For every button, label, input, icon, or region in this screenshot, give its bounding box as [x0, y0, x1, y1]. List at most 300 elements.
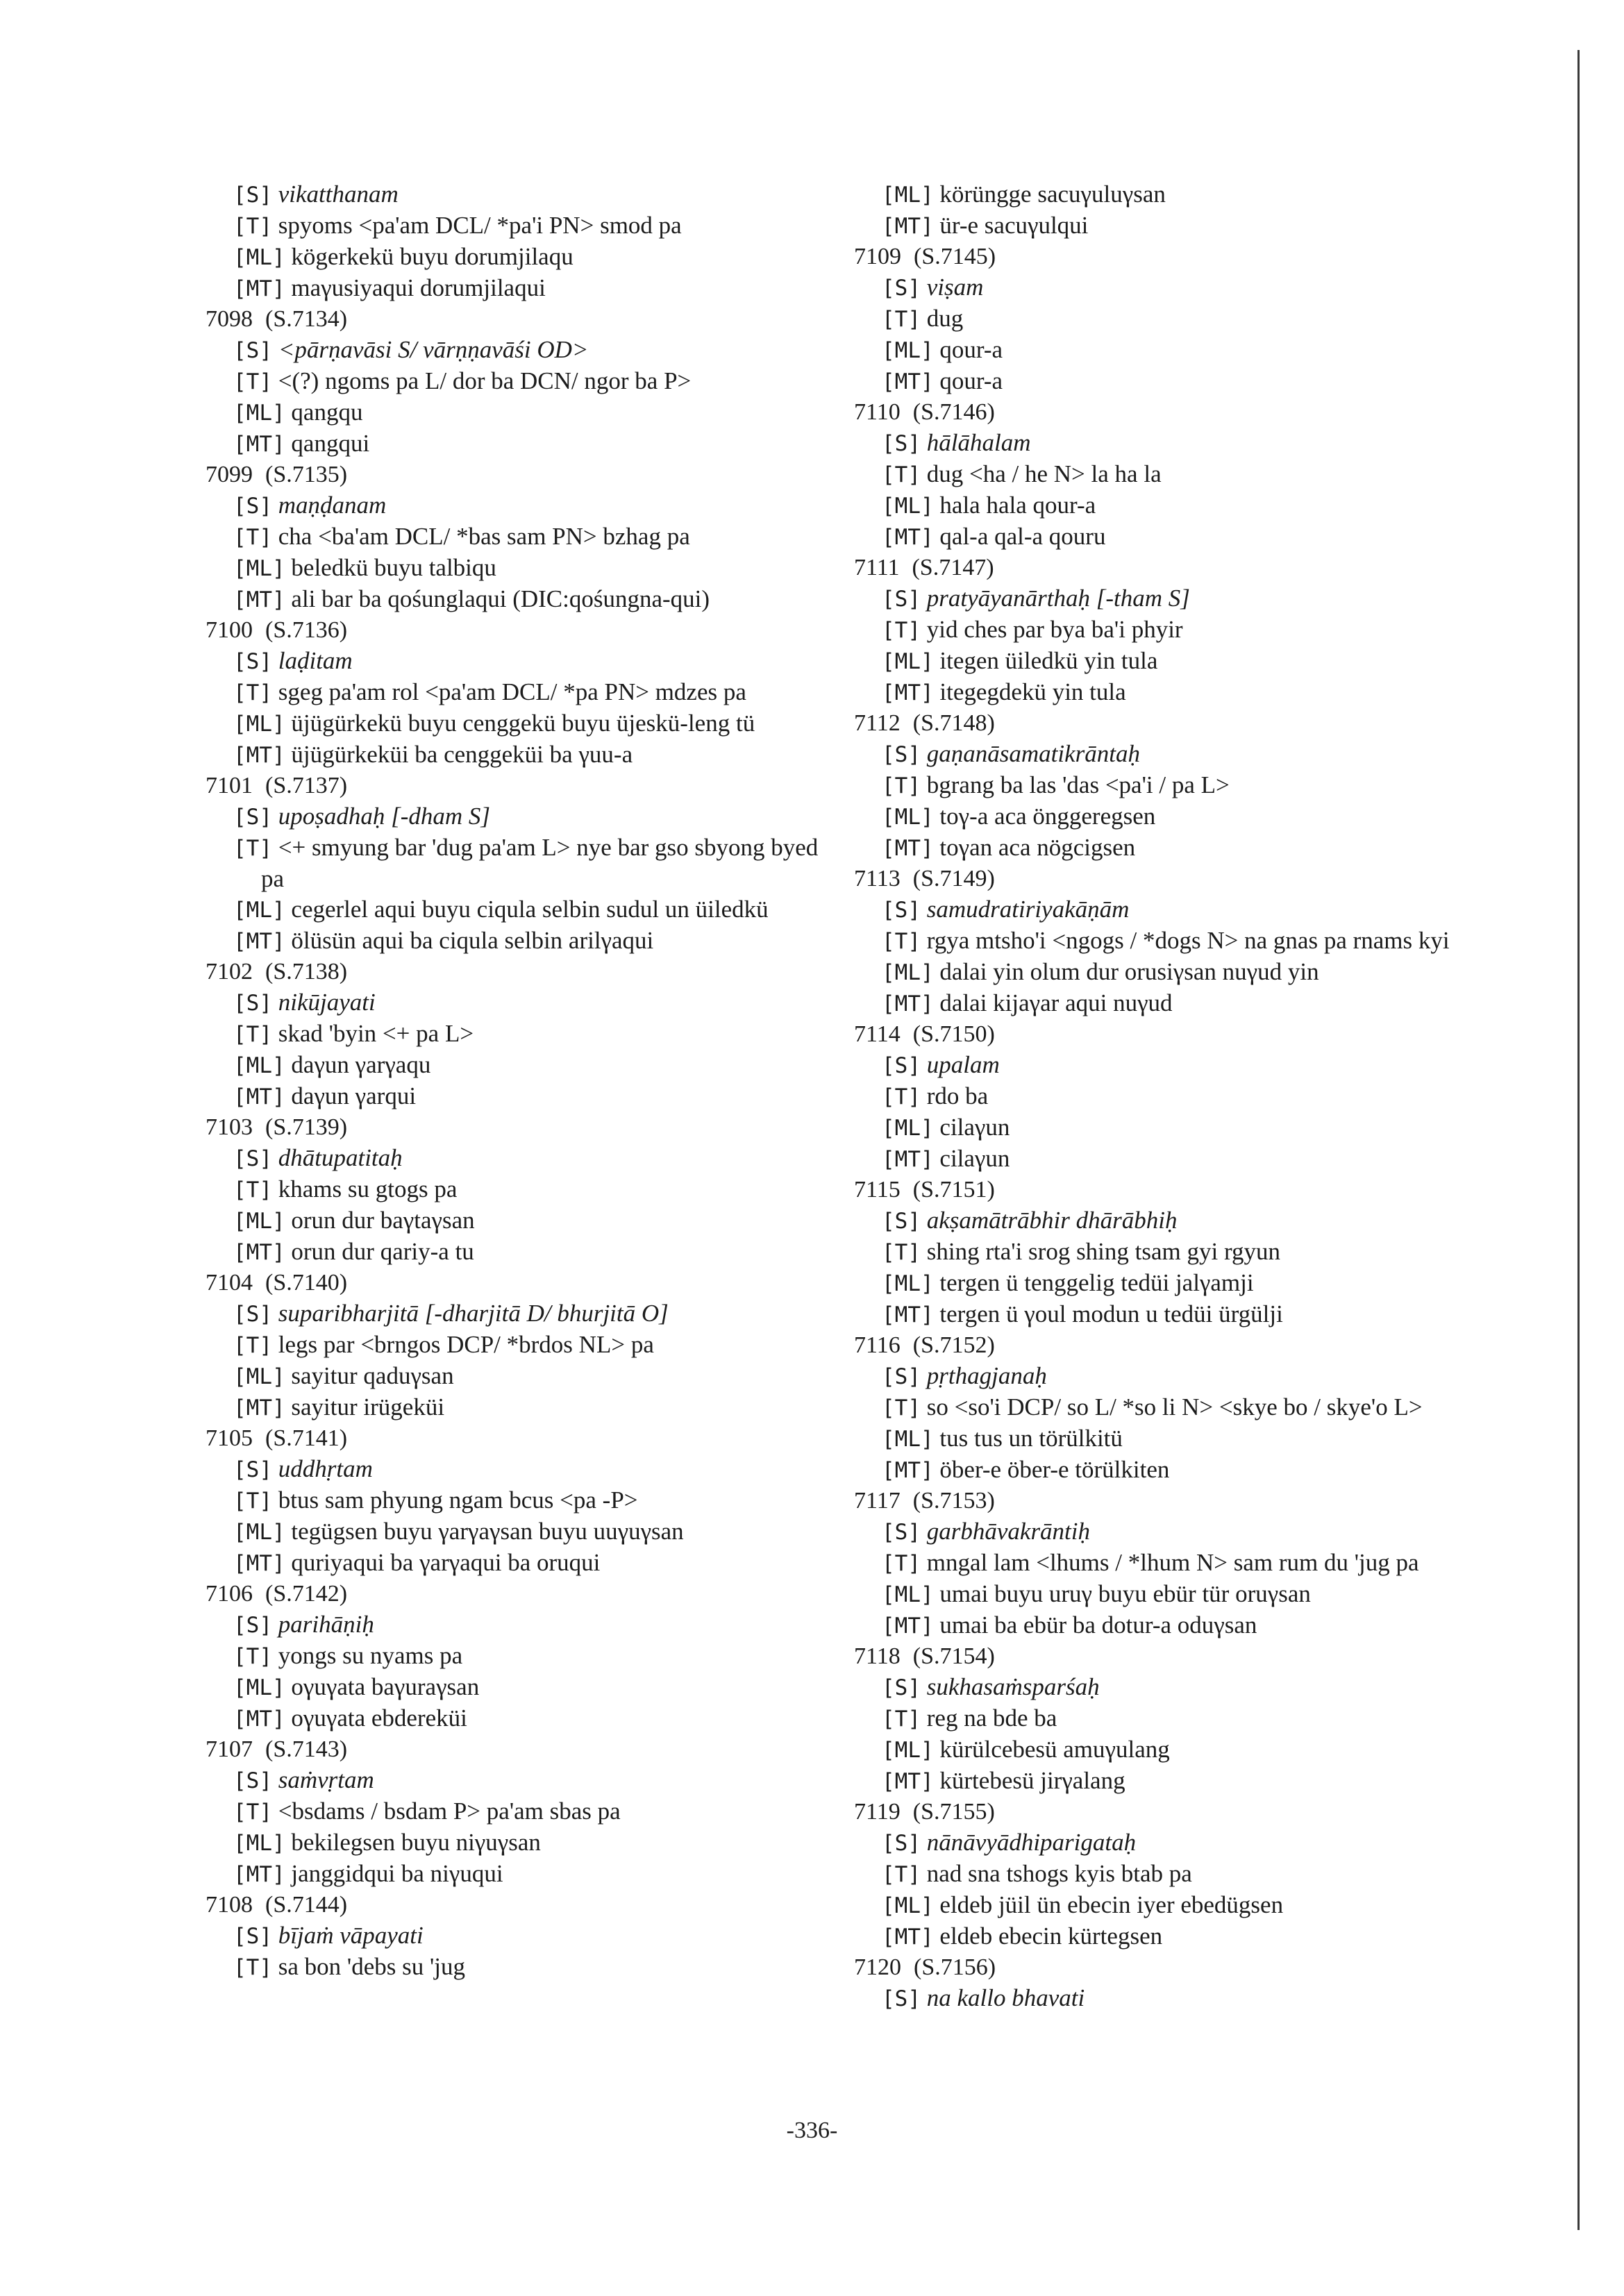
dictionary-entry — [854, 1175, 1521, 1330]
entry-line — [854, 1455, 1521, 1486]
entry-number — [206, 957, 830, 987]
entry-text: ölüsün aqui ba ciqula selbin arilγaqui — [291, 927, 654, 954]
entry-id: 7098 — [206, 306, 253, 332]
entry-text: kögerkekü buyu dorumjilaqu — [291, 243, 574, 270]
language-tag: [S] — [882, 587, 921, 612]
entry-ref: (S.7156) — [914, 1954, 996, 1980]
entry-line — [206, 1174, 830, 1205]
language-tag: [T] — [233, 1333, 272, 1358]
entry-line — [206, 832, 830, 894]
entry-text: skad 'byin <+ pa L> — [278, 1020, 474, 1047]
entry-line — [854, 1579, 1521, 1610]
entry-text: nānāvyādhiparigataḥ — [926, 1829, 1137, 1856]
entry-id: 7110 — [854, 399, 901, 425]
entry-number — [206, 1112, 830, 1143]
entry-line — [854, 1392, 1521, 1423]
language-tag: [ML] — [882, 1582, 934, 1607]
entry-text: so <so'i DCP/ so L/ *so li N> <skye bo / skye'o L> — [926, 1393, 1423, 1421]
dictionary-entry — [206, 460, 830, 615]
entry-id: 7101 — [206, 773, 253, 798]
entry-line — [206, 1485, 830, 1516]
language-tag: [ML] — [882, 338, 934, 363]
entry-line — [206, 925, 830, 957]
entry-line — [206, 1641, 830, 1672]
language-tag: [S] — [882, 1675, 921, 1700]
entry-line — [206, 1920, 830, 1952]
entry-ref: (S.7153) — [912, 1488, 995, 1514]
entry-line — [854, 770, 1521, 801]
entry-number — [206, 304, 830, 335]
entry-text: qangqui — [291, 430, 370, 457]
entry-text: pṛthagjanaḥ — [926, 1362, 1047, 1389]
dictionary-entry — [854, 1952, 1521, 2014]
language-tag: [T] — [233, 369, 272, 394]
entry-text: janggidqui ba niγuqui — [291, 1860, 503, 1887]
entry-line — [206, 1703, 830, 1734]
language-tag: [T] — [882, 462, 921, 487]
entry-text: na kallo bhavati — [926, 1984, 1085, 2011]
language-tag: [ML] — [233, 245, 285, 270]
language-tag: [MT] — [882, 369, 934, 394]
entry-line — [206, 1952, 830, 1983]
entry-number — [854, 1641, 1521, 1672]
entry-text: dhātupatitaḥ — [278, 1144, 403, 1171]
entry-text: <bsdams / bsdam P> pa'am sbas pa — [278, 1798, 621, 1825]
language-tag: [ML] — [882, 649, 934, 674]
dictionary-entry — [854, 397, 1521, 553]
language-tag: [MT] — [233, 1240, 285, 1265]
dictionary-entry — [206, 957, 830, 1112]
entry-ref: (S.7155) — [912, 1799, 995, 1825]
entry-ref: (S.7150) — [912, 1021, 995, 1047]
language-tag: [T] — [882, 929, 921, 954]
entry-text: gaṇanāsamatikrāntaḥ — [926, 740, 1140, 767]
entry-text: pratyāyanārthaḥ [-tham S] — [926, 585, 1190, 612]
entry-line — [854, 1361, 1521, 1392]
entry-text: orun dur qariy-a tu — [291, 1238, 474, 1265]
entry-id: 7107 — [206, 1736, 253, 1762]
language-tag: [MT] — [882, 680, 934, 705]
entry-line — [854, 1983, 1521, 2014]
entry-id: 7102 — [206, 959, 253, 984]
language-tag: [MT] — [233, 1707, 285, 1732]
language-tag: [MT] — [882, 1302, 934, 1327]
entry-text: quriyaqui ba γarγaqui ba oruqui — [291, 1549, 601, 1576]
dictionary-entry — [206, 771, 830, 957]
entry-text: suparibharjitā [-dharjitā D/ bhurjitā O] — [278, 1300, 669, 1327]
language-tag: [ML] — [233, 556, 285, 581]
entry-text: bekilegsen buyu niγuγsan — [291, 1829, 541, 1856]
page-number: -336- — [786, 2118, 838, 2143]
entry-line — [854, 739, 1521, 770]
entry-line — [206, 1237, 830, 1268]
entry-text: bgrang ba las 'das <pa'i / pa L> — [926, 771, 1230, 798]
entry-line — [206, 1330, 830, 1361]
entry-ref: (S.7154) — [912, 1643, 995, 1669]
left-column — [206, 179, 830, 1983]
entry-text: sayitur irügeküi — [291, 1393, 445, 1421]
entry-line — [854, 1112, 1521, 1143]
entry-line — [854, 801, 1521, 832]
entry-id: 7103 — [206, 1114, 253, 1140]
language-tag: [T] — [233, 1955, 272, 1980]
entry-text: parihāṇiḥ — [278, 1611, 374, 1638]
entry-number — [206, 460, 830, 490]
language-tag: [T] — [233, 1489, 272, 1514]
language-tag: [ML] — [233, 712, 285, 737]
entry-text: üjügürkekü buyu cenggekü buyu üjeskü-leng tü — [291, 710, 755, 737]
entry-id: 7118 — [854, 1643, 901, 1669]
entry-text: öber-e öber-e törülkiten — [939, 1456, 1170, 1483]
language-tag: [S] — [233, 991, 272, 1016]
entry-line — [206, 987, 830, 1019]
entry-ref: (S.7138) — [265, 959, 348, 984]
entry-ref: (S.7144) — [265, 1892, 348, 1918]
language-tag: [ML] — [882, 805, 934, 830]
entry-line — [206, 1392, 830, 1423]
entry-line — [854, 1237, 1521, 1268]
entry-number — [854, 1486, 1521, 1516]
entry-line — [206, 521, 830, 553]
language-tag: [ML] — [882, 1116, 934, 1141]
entry-text: rdo ba — [926, 1082, 989, 1109]
language-tag: [S] — [233, 1768, 272, 1793]
language-tag: [T] — [882, 1240, 921, 1265]
language-tag: [MT] — [233, 929, 285, 954]
entry-line — [854, 988, 1521, 1019]
entry-text: oγuγata ebdereküi — [291, 1704, 467, 1732]
entry-ref: (S.7149) — [912, 866, 995, 891]
entry-ref: (S.7141) — [265, 1425, 348, 1451]
entry-line — [206, 584, 830, 615]
entry-text: tegügsen buyu γarγaγsan buyu uuγuγsan — [291, 1518, 684, 1545]
entry-id: 7099 — [206, 462, 253, 487]
language-tag: [S] — [882, 276, 921, 301]
language-tag: [MT] — [882, 1769, 934, 1794]
entry-line — [206, 366, 830, 397]
entry-number — [206, 1579, 830, 1609]
entry-line — [854, 1081, 1521, 1112]
entry-id: 7111 — [854, 555, 900, 580]
entry-line — [206, 1454, 830, 1485]
entry-line — [854, 832, 1521, 864]
language-tag: [ML] — [233, 1675, 285, 1700]
language-tag: [T] — [882, 773, 921, 798]
entry-text: yongs su nyams pa — [278, 1642, 463, 1669]
entry-text: umai ba ebür ba dotur-a oduγsan — [939, 1611, 1257, 1639]
language-tag: [MT] — [233, 587, 285, 612]
entry-number — [854, 1175, 1521, 1205]
language-tag: [S] — [882, 898, 921, 923]
entry-line — [854, 1143, 1521, 1175]
entry-line — [206, 242, 830, 273]
entry-text: dug <ha / he N> la ha la — [926, 460, 1162, 487]
entry-line — [854, 1299, 1521, 1330]
entry-line — [206, 1081, 830, 1112]
entry-line — [854, 1423, 1521, 1455]
entry-text: mngal lam <lhums / *lhum N> sam rum du 'jug pa — [926, 1549, 1419, 1576]
entry-text: qour-a — [939, 336, 1003, 363]
entry-text: <pārṇavāsi S/ vārṇṇavāśi OD> — [278, 336, 589, 363]
entry-ref: (S.7146) — [912, 399, 995, 425]
entry-number — [854, 1797, 1521, 1827]
entry-text: legs par <brngos DCP/ *brdos NL> pa — [278, 1331, 654, 1358]
entry-line — [206, 1298, 830, 1330]
entry-text: umai buyu uruγ buyu ebür tür oruγsan — [939, 1580, 1311, 1607]
language-tag: [ML] — [882, 494, 934, 519]
dictionary-entry — [206, 1423, 830, 1579]
dictionary-entry — [854, 708, 1521, 864]
language-tag: [MT] — [233, 1396, 285, 1421]
entry-text: oγuγata baγuraγsan — [291, 1673, 480, 1700]
entry-text: ali bar ba qośunglaqui (DIC:qośungna-qui) — [291, 585, 710, 612]
entry-line — [854, 1548, 1521, 1579]
entry-text: beledkü buyu talbiqu — [291, 554, 496, 581]
entry-id: 7109 — [854, 244, 901, 269]
language-tag: [ML] — [233, 1520, 285, 1545]
language-tag: [S] — [233, 1924, 272, 1949]
language-tag: [ML] — [233, 1364, 285, 1389]
right-column — [854, 179, 1521, 2014]
entry-line — [854, 1890, 1521, 1921]
entry-id: 7106 — [206, 1581, 253, 1607]
entry-text: upalam — [926, 1051, 1000, 1078]
entry-text: maγusiyaqui dorumjilaqui — [291, 274, 546, 301]
entry-id: 7117 — [854, 1488, 901, 1514]
entry-line — [854, 1703, 1521, 1734]
entry-text: kürtebesü jirγalang — [939, 1767, 1125, 1794]
entry-text: <(?) ngoms pa L/ dor ba DCN/ ngor ba P> — [278, 367, 692, 394]
entry-text: cilaγun — [939, 1145, 1010, 1172]
language-tag: [S] — [233, 1146, 272, 1171]
entry-ref: (S.7137) — [265, 773, 348, 798]
entry-line — [206, 335, 830, 366]
entry-text: dug — [926, 305, 964, 332]
entry-ref: (S.7134) — [265, 306, 348, 332]
entry-id: 7112 — [854, 710, 901, 736]
entry-text: dalai kijaγar aqui nuγud — [939, 989, 1173, 1016]
entry-line — [854, 272, 1521, 303]
language-tag: [S] — [882, 1053, 921, 1078]
entry-line — [206, 1516, 830, 1548]
entry-text: daγun γarγaqu — [291, 1051, 431, 1078]
entry-text: tergen ü γoul modun u tedüi ürgülji — [939, 1300, 1283, 1327]
entry-line — [206, 1361, 830, 1392]
entry-text: hālāhalam — [926, 429, 1031, 456]
entry-line — [854, 614, 1521, 646]
entry-line — [206, 1765, 830, 1796]
entry-line — [206, 1143, 830, 1174]
language-tag: [S] — [233, 1613, 272, 1638]
dictionary-entry — [206, 1112, 830, 1268]
language-tag: [S] — [233, 494, 272, 519]
entry-number — [854, 864, 1521, 894]
entry-line — [206, 1609, 830, 1641]
entry-text: kürülcebesü amuγulang — [939, 1736, 1170, 1763]
entry-number — [854, 1330, 1521, 1361]
entry-line — [854, 1672, 1521, 1703]
entry-text: hala hala qour-a — [939, 492, 1096, 519]
entry-number — [206, 1423, 830, 1454]
language-tag: [ML] — [882, 1427, 934, 1452]
entry-text: eldeb jüil ün ebecin iyer ebedügsen — [939, 1891, 1284, 1918]
entry-text: sgeg pa'am rol <pa'am DCL/ *pa PN> mdzes pa — [278, 678, 746, 705]
language-tag: [MT] — [882, 1925, 934, 1950]
entry-text: reg na bde ba — [926, 1704, 1057, 1732]
entry-text: eldeb ebecin kürtegsen — [939, 1922, 1163, 1950]
entry-line — [854, 646, 1521, 677]
language-tag: [ML] — [882, 1893, 934, 1918]
language-tag: [ML] — [882, 960, 934, 985]
dictionary-entry — [854, 1797, 1521, 1952]
entry-text: ür-e sacuγulqui — [939, 212, 1089, 239]
entry-line — [206, 1019, 830, 1050]
language-tag: [S] — [233, 805, 272, 830]
language-tag: [MT] — [882, 1614, 934, 1639]
entry-line — [206, 1796, 830, 1827]
language-tag: [T] — [882, 1084, 921, 1109]
entry-text: toγ-a aca önggeregsen — [939, 803, 1156, 830]
entry-ref: (S.7145) — [914, 244, 996, 269]
entry-text: sayitur qaduγsan — [291, 1362, 454, 1389]
entry-ref: (S.7148) — [912, 710, 995, 736]
margin-rule — [1577, 50, 1580, 2230]
entry-line — [854, 1205, 1521, 1237]
entry-line — [206, 677, 830, 708]
language-tag: [T] — [882, 1396, 921, 1421]
entry-id: 7105 — [206, 1425, 253, 1451]
language-tag: [S] — [233, 1457, 272, 1482]
entry-text: cilaγun — [939, 1114, 1010, 1141]
entry-text: daγun γarqui — [291, 1082, 417, 1109]
entry-line — [206, 1827, 830, 1859]
entry-line — [206, 894, 830, 925]
entry-text: tergen ü tenggelig tedüi jalγamji — [939, 1269, 1254, 1296]
entry-line — [854, 1859, 1521, 1890]
language-tag: [T] — [233, 836, 272, 861]
entry-line — [854, 677, 1521, 708]
entry-line — [854, 1516, 1521, 1548]
language-tag: [MT] — [233, 743, 285, 768]
entry-text: garbhāvakrāntiḥ — [926, 1518, 1091, 1545]
entry-line — [854, 1610, 1521, 1641]
entry-line — [854, 583, 1521, 614]
language-tag: [T] — [233, 680, 272, 705]
language-tag: [ML] — [233, 1053, 285, 1078]
entry-text: btus sam phyung ngam bcus <pa -P> — [278, 1486, 638, 1514]
entry-line — [854, 1766, 1521, 1797]
entry-line — [206, 1672, 830, 1703]
entry-text: üjügürkeküi ba cenggeküi ba γuu-a — [291, 741, 633, 768]
entry-line — [854, 1268, 1521, 1299]
entry-text: cegerlel aqui buyu ciqula selbin sudul un üiledkü — [291, 896, 769, 923]
entry-line — [206, 1205, 830, 1237]
dictionary-entry — [206, 1734, 830, 1890]
entry-text: vikatthanam — [278, 181, 399, 208]
entry-number — [854, 708, 1521, 739]
language-tag: [T] — [233, 525, 272, 550]
entry-number — [854, 242, 1521, 272]
entry-line — [854, 1734, 1521, 1766]
language-tag: [T] — [233, 1644, 272, 1669]
entry-text: laḍitam — [278, 647, 353, 674]
language-tag: [S] — [882, 1831, 921, 1856]
entry-line — [854, 925, 1521, 957]
entry-text: dalai yin olum dur orusiγsan nuγud yin — [939, 958, 1319, 985]
entry-line — [206, 428, 830, 460]
language-tag: [S] — [233, 649, 272, 674]
language-tag: [ML] — [233, 401, 285, 426]
entry-id: 7104 — [206, 1270, 253, 1296]
language-tag: [S] — [882, 1209, 921, 1234]
entry-text: saṁvṛtam — [278, 1766, 374, 1793]
language-tag: [MT] — [882, 1147, 934, 1172]
entry-text: yid ches par bya ba'i phyir — [926, 616, 1183, 643]
language-tag: [MT] — [882, 1458, 934, 1483]
language-tag: [ML] — [233, 898, 285, 923]
entry-line — [206, 490, 830, 521]
entry-line — [854, 366, 1521, 397]
entry-line — [206, 553, 830, 584]
entry-line — [854, 521, 1521, 553]
entry-text: samudratiriyakāṇām — [926, 896, 1130, 923]
dictionary-entry — [206, 304, 830, 460]
entry-text: nikūjayati — [278, 989, 376, 1016]
entry-number — [206, 615, 830, 646]
entry-line — [854, 459, 1521, 490]
entry-text: nad sna tshogs kyis btab pa — [926, 1860, 1192, 1887]
entry-id: 7114 — [854, 1021, 901, 1047]
entry-text: qal-a qal-a qouru — [939, 523, 1106, 550]
language-tag: [MT] — [233, 276, 285, 301]
entry-text: spyoms <pa'am DCL/ *pa'i PN> smod pa — [278, 212, 682, 239]
language-tag: [MT] — [233, 1862, 285, 1887]
dictionary-entry — [854, 242, 1521, 397]
entry-number — [206, 771, 830, 801]
dictionary-entry — [854, 1641, 1521, 1797]
entry-number — [206, 1890, 830, 1920]
entry-number — [206, 1734, 830, 1765]
entry-ref: (S.7140) — [265, 1270, 348, 1296]
entry-text: sa bon 'debs su 'jug — [278, 1953, 466, 1980]
entry-line — [854, 894, 1521, 925]
dictionary-entry — [206, 1579, 830, 1734]
entry-number — [854, 553, 1521, 583]
language-tag: [MT] — [882, 214, 934, 239]
entry-text: uddhṛtam — [278, 1455, 373, 1482]
entry-line — [854, 490, 1521, 521]
entry-number — [206, 1268, 830, 1298]
language-tag: [MT] — [233, 1551, 285, 1576]
entry-line — [854, 1921, 1521, 1952]
language-tag: [T] — [233, 1178, 272, 1203]
entry-line — [206, 646, 830, 677]
entry-ref: (S.7151) — [912, 1177, 995, 1203]
entry-ref: (S.7142) — [265, 1581, 348, 1607]
language-tag: [S] — [882, 742, 921, 767]
entry-text: rgya mtsho'i <ngogs / *dogs N> na gnas pa rnams kyi — [926, 927, 1450, 954]
entry-text: orun dur baγtaγsan — [291, 1207, 475, 1234]
language-tag: [S] — [233, 183, 272, 208]
entry-ref: (S.7139) — [265, 1114, 348, 1140]
entry-number — [854, 1019, 1521, 1050]
language-tag: [MT] — [882, 991, 934, 1016]
language-tag: [MT] — [882, 836, 934, 861]
entry-id: 7113 — [854, 866, 901, 891]
entry-id: 7115 — [854, 1177, 901, 1203]
entry-ref: (S.7136) — [265, 617, 348, 643]
language-tag: [T] — [233, 1022, 272, 1047]
